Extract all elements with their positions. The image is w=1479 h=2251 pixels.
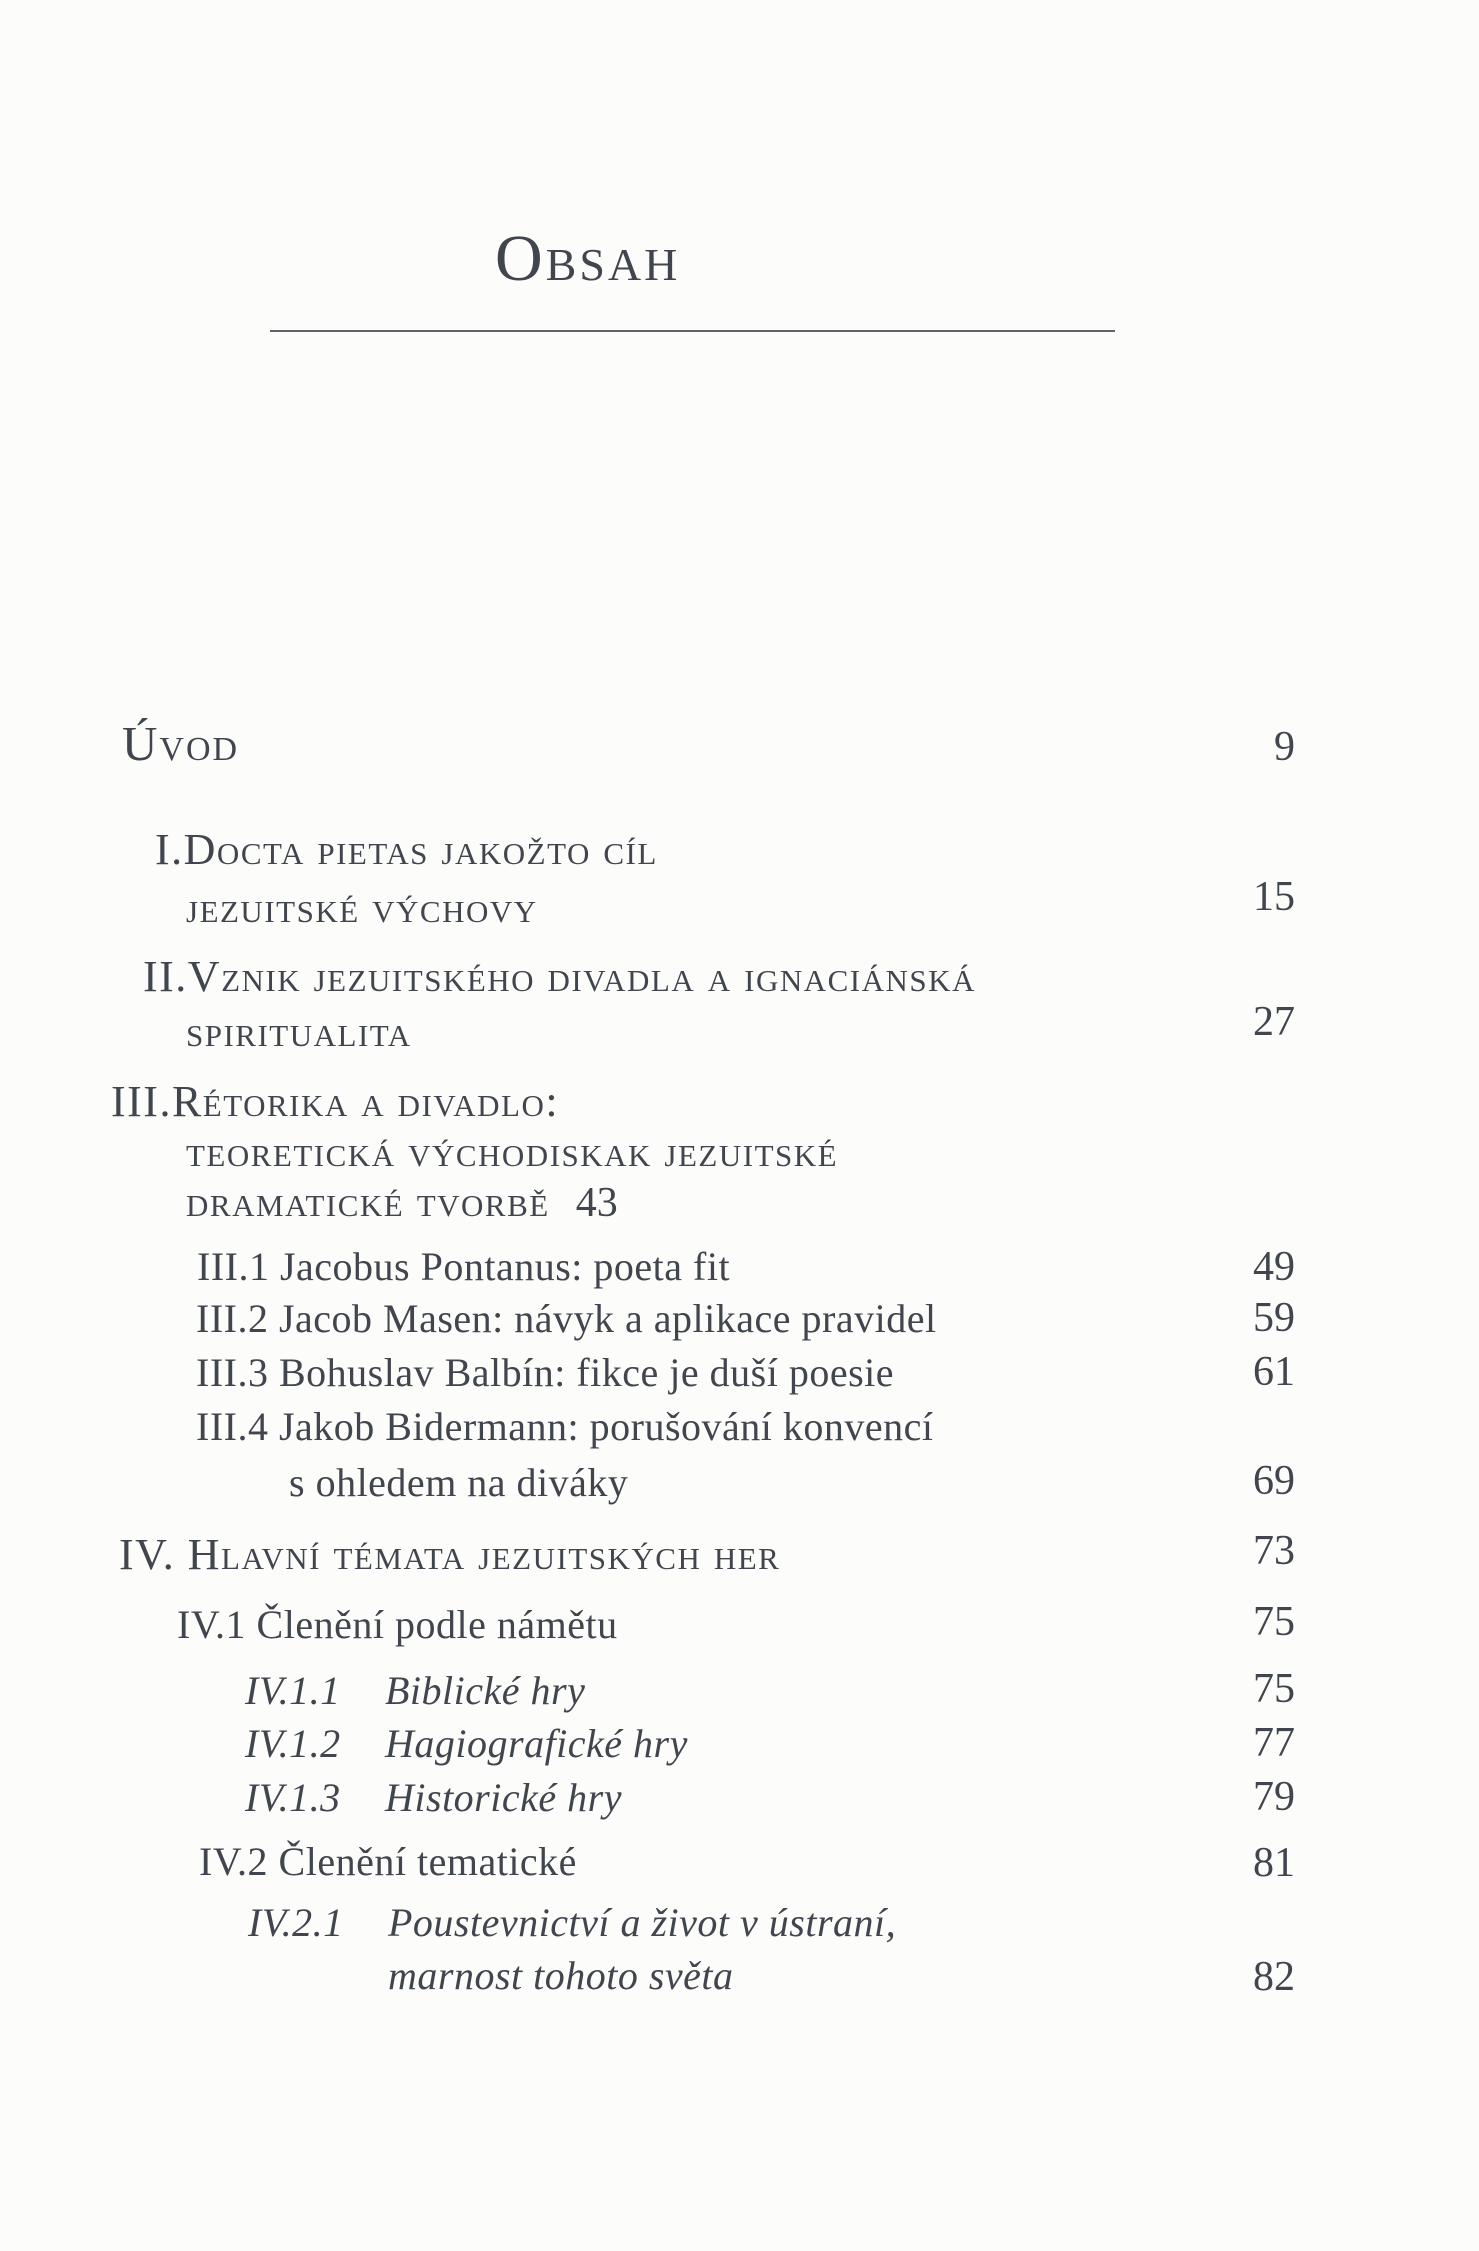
toc-page-number: 79 — [1253, 1774, 1295, 1820]
toc-page-number: 75 — [1253, 1666, 1295, 1712]
toc-entry-4-1: IV.1 Členění podle námětu — [177, 1602, 618, 1647]
toc-entry-3-4-cont: s ohledem na diváky — [289, 1460, 629, 1505]
toc-entry-3-2: III.2 Jacob Masen: návyk a aplikace pravidel — [196, 1296, 937, 1341]
toc-entry-4-2: IV.2 Členění tematické — [199, 1839, 577, 1884]
toc-page-number: 77 — [1253, 1720, 1295, 1766]
toc-entry-text: Poustevnictví a život v ústraní, — [388, 1900, 897, 1945]
toc-page-number: 15 — [1253, 874, 1295, 920]
toc-entry-chapter-1-cont: jezuitské výchovy — [186, 883, 538, 932]
toc-page-number: 69 — [1253, 1458, 1295, 1504]
page-title: Obsah — [495, 222, 681, 295]
toc-inline-page-number: 43 — [575, 1180, 618, 1226]
toc-entry-number: IV.1.2 — [245, 1721, 341, 1766]
toc-entry-3-1: III.1 Jacobus Pontanus: poeta fit — [197, 1244, 731, 1289]
toc-entry-3-3: III.3 Bohuslav Balbín: fikce je duší poesie — [196, 1350, 895, 1395]
toc-entry-number: IV.1.3 — [245, 1775, 341, 1820]
toc-entry-chapter-1: I.Docta pietas jakožto cíl — [155, 825, 658, 874]
toc-entry-4-1-2 — [245, 1721, 688, 1766]
toc-entry-chapter-3-cont1: teoretická východiskak jezuitské — [186, 1127, 839, 1176]
toc-page-number: 75 — [1253, 1599, 1295, 1645]
toc-entry-chapter-3: III.Rétorika a divadlo: — [111, 1077, 560, 1126]
toc-page-number: 82 — [1253, 1954, 1295, 2000]
toc-entry-number: IV.1.1 — [245, 1668, 341, 1713]
toc-entry-4-2-1 — [248, 1900, 897, 1945]
title-rule — [270, 330, 1115, 332]
toc-entry-3-4: III.4 Jakob Bidermann: porušování konvencí — [196, 1404, 934, 1449]
toc-page-number: 73 — [1253, 1528, 1295, 1574]
toc-page-number: 81 — [1253, 1840, 1295, 1886]
toc-entry-text: Biblické hry — [385, 1668, 586, 1713]
toc-entry-uvod: Úvod — [122, 716, 240, 771]
toc-page-number: 9 — [1274, 724, 1295, 770]
toc-entry-4-2-1-cont: marnost tohoto světa — [388, 1953, 734, 1998]
toc-entry-text: dramatické tvorbě — [186, 1177, 550, 1226]
toc-page-number: 27 — [1253, 999, 1295, 1045]
toc-page-number: 59 — [1253, 1295, 1295, 1341]
toc-entry-4-1-3 — [245, 1775, 622, 1820]
toc-entry-number: IV.2.1 — [248, 1900, 344, 1945]
toc-entry-text: Historické hry — [385, 1775, 622, 1820]
toc-entry-chapter-2: II.Vznik jezuitského divadla a ignaciánská — [143, 952, 976, 1001]
toc-page-number: 61 — [1253, 1349, 1295, 1395]
toc-entry-chapter-2-cont: spiritualita — [186, 1007, 412, 1056]
toc-page-number: 49 — [1253, 1244, 1295, 1290]
toc-entry-chapter-3-cont2 — [186, 1177, 618, 1226]
toc-entry-text: Hagiografické hry — [385, 1721, 688, 1766]
toc-entry-4-1-1 — [245, 1668, 586, 1713]
toc-entry-chapter-4: IV. Hlavní témata jezuitských her — [119, 1530, 781, 1579]
